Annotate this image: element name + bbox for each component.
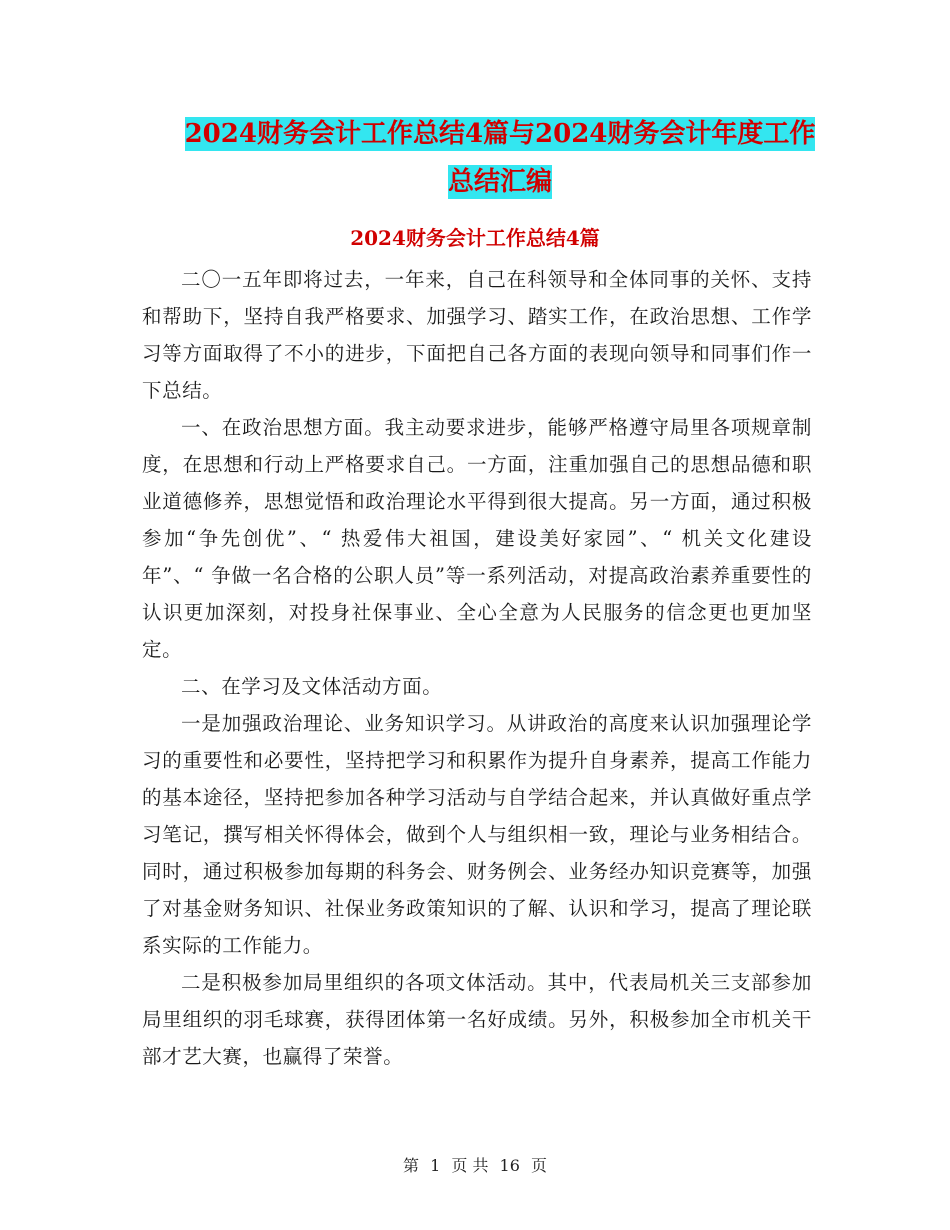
document-title-line2: 总结汇编: [447, 167, 552, 197]
footer-suffix: 页: [531, 1156, 548, 1175]
paragraph: 二是积极参加局里组织的各项文体活动。其中，代表局机关三支部参加局里组织的羽毛球赛，获得团体第一名好成绩。另外，积极参加全市机关干部才艺大赛，也赢得了荣誉。: [142, 971, 812, 1068]
paragraph: 二、在学习及文体活动方面。: [181, 675, 443, 698]
document-body: [142, 261, 812, 1075]
document-title: [140, 110, 860, 206]
paragraph: 一是加强政治理论、业务知识学习。从讲政治的高度来认识加强理论学习的重要性和必要性，坚持把学习和积累作为提升自身素养，提高工作能力的基本途径，坚持把参加各种学习活动与自学结合起来，并认真做好重点学习笔记，撰写相关怀得体会，做到个人与组织相一致，理论与业务相结合。同时，通过积极参加每期的科务会、财务例会、业务经办知识竞赛等，加强了对基金财务知识、社保业务政策知识的了解、认识和学习，提高了理论联系实际的工作能力。: [142, 712, 812, 957]
footer-mid: 页 共: [451, 1156, 489, 1175]
footer-total-pages: 16: [499, 1156, 520, 1175]
paragraph: 二〇一五年即将过去，一年来，自己在科领导和全体同事的关怀、支持和帮助下，坚持自我严格要求、加强学习、踏实工作，在政治思想、工作学习等方面取得了不小的进步，下面把自己各方面的表现向领导和同事们作一下总结。: [142, 268, 812, 402]
section-title: 2024财务会计工作总结4篇: [350, 226, 600, 250]
footer-prefix: 第: [402, 1156, 419, 1175]
document-title-line1: 2024财务会计工作总结4篇与2024财务会计年度工作: [184, 119, 816, 149]
footer-page-number: 1: [430, 1156, 441, 1175]
page-footer: [0, 1153, 950, 1176]
paragraph: 一、在政治思想方面。我主动要求进步，能够严格遵守局里各项规章制度，在思想和行动上严格要求自己。一方面，注重加强自己的思想品德和职业道德修养，思想觉悟和政治理论水平得到很大提高。另一方面，通过积极参加“争先创优”、“ 热爱伟大祖国，建设美好家园”、“ 机关文化建设年”、“ 争做一名合格的公职人员”等一系列活动，对提高政治素养重要性的认识更加深刻，对投身社保事业、全心全意为人民服务的信念更也更加坚定。: [142, 416, 812, 661]
